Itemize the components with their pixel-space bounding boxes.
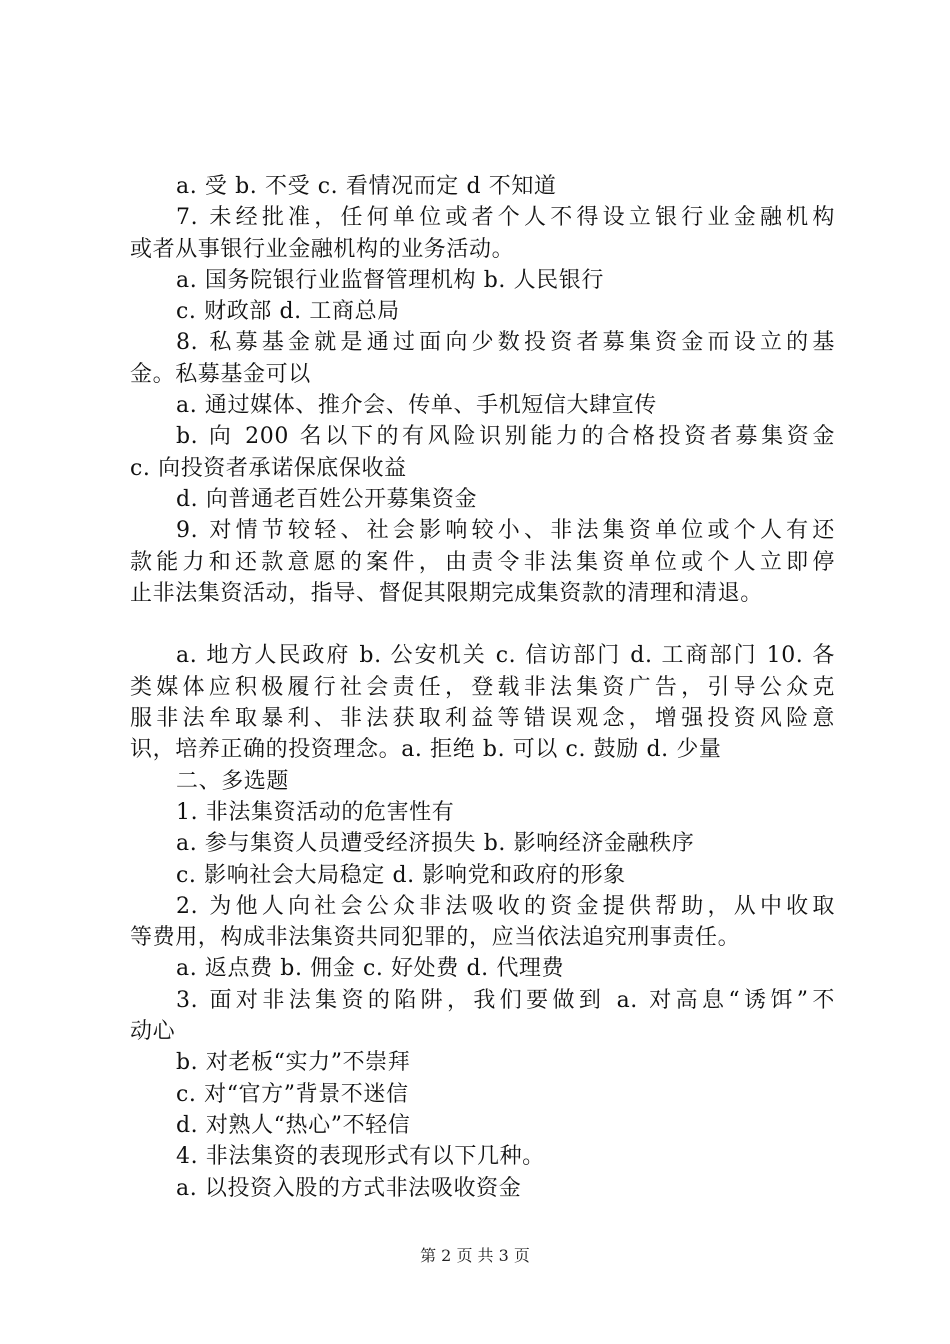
question-10-line-3: 服非法牟取暴利、非法获取利益等错误观念，增强投资风险意	[130, 706, 835, 732]
paragraph-gap	[130, 609, 835, 640]
question-4: 4. 非法集资的表现形式有以下几种。	[176, 1144, 545, 1170]
question-2-line-1: 2. 为他人向社会公众非法吸收的资金提供帮助，从中收取	[176, 893, 835, 919]
question-3-line-1: 3. 面对非法集资的陷阱，我们要做到 a. 对高息“诱饵”不	[176, 987, 835, 1013]
answer-option-3-d: d. 对熟人“热心”不轻信	[176, 1112, 411, 1138]
question-8-line-1: 8. 私募基金就是通过面向少数投资者募集资金而设立的基	[176, 330, 835, 356]
answer-option-3-c: c. 对“官方”背景不迷信	[176, 1081, 409, 1107]
answer-options-2: a. 返点费 b. 佣金 c. 好处费 d. 代理费	[176, 956, 565, 982]
page-number-footer: 第 2 页 共 3 页	[420, 1246, 530, 1265]
question-9-line-1: 9. 对情节较轻、社会影响较小、非法集资单位或个人有还	[176, 518, 835, 544]
question-10-line-2: 类媒体应积极履行社会责任，登载非法集资广告，引导公众克	[130, 674, 835, 700]
question-8-line-2: 金。私募基金可以	[130, 361, 311, 387]
question-2-line-2: 等费用，构成非法集资共同犯罪的，应当依法追究刑事责任。	[130, 925, 741, 951]
answer-option-8-d: d. 向普通老百姓公开募集资金	[176, 486, 478, 512]
answer-options-7-ab: a. 国务院银行业监督管理机构 b. 人民银行	[176, 267, 604, 293]
question-9-line-3: 止非法集资活动，指导、督促其限期完成集资款的清理和清退。	[130, 580, 763, 606]
answer-options-9-and-question-10: a. 地方人民政府 b. 公安机关 c. 信访部门 d. 工商部门 10. 各	[176, 643, 835, 669]
answer-options-1-ab: a. 参与集资人员遭受经济损失 b. 影响经济金融秩序	[176, 831, 695, 857]
question-9-line-2: 款能力和还款意愿的案件，由责令非法集资单位或个人立即停	[130, 549, 835, 575]
document-body	[130, 171, 835, 1204]
section-heading-multiple-choice: 二、多选题	[176, 768, 290, 794]
answer-options-1-cd: c. 影响社会大局稳定 d. 影响党和政府的形象	[176, 862, 626, 888]
answer-option-4-a: a. 以投资入股的方式非法吸收资金	[176, 1175, 522, 1201]
question-1: 1. 非法集资活动的危害性有	[176, 799, 455, 825]
answer-option-8-b: b. 向 200 名以下的有风险识别能力的合格投资者募集资金	[176, 424, 835, 450]
answer-option-3-b: b. 对老板“实力”不崇拜	[176, 1050, 411, 1076]
question-10-line-4: 识，培养正确的投资理念。a. 拒绝 b. 可以 c. 鼓励 d. 少量	[130, 737, 722, 763]
answer-options-6: a. 受 b. 不受 c. 看情况而定 d 不知道	[176, 174, 557, 199]
answer-options-7-cd: c. 财政部 d. 工商总局	[176, 299, 400, 325]
question-3-line-2: 动心	[130, 1019, 176, 1045]
question-7-line-2: 或者从事银行业金融机构的业务活动。	[130, 236, 515, 262]
answer-option-8-a: a. 通过媒体、推介会、传单、手机短信大肆宣传	[176, 393, 657, 419]
answer-option-8-c: c. 向投资者承诺保底保收益	[130, 455, 407, 481]
question-7-line-1: 7. 未经批准，任何单位或者个人不得设立银行业金融机构	[176, 205, 835, 231]
